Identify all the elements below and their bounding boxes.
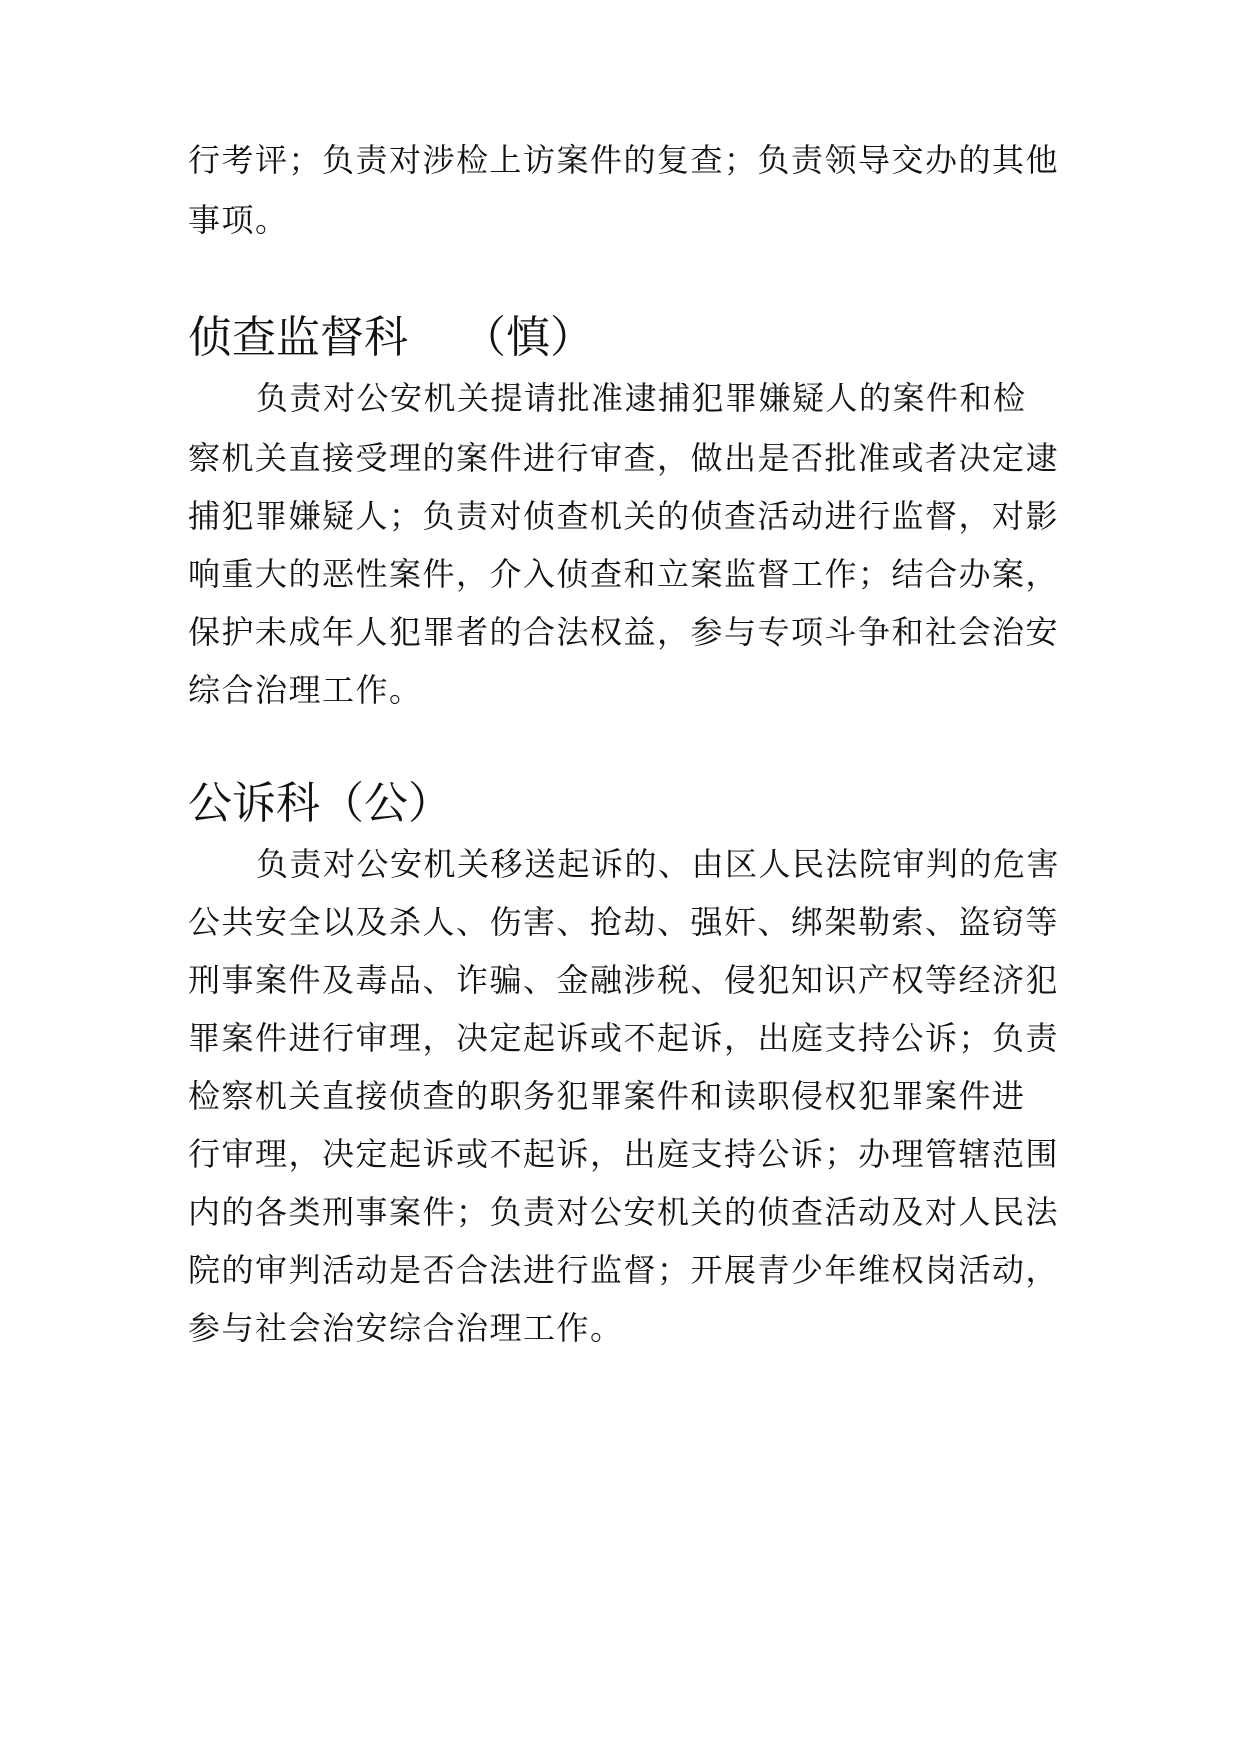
paragraph-line: 院的审判活动是否合法进行监督；开展青少年维权岗活动， <box>188 1251 1060 1289</box>
section-tag: （公） <box>320 778 452 829</box>
section-tag: （慎） <box>462 312 594 363</box>
section-title: 公诉科 <box>188 778 320 829</box>
intro-line-2: 事项。 <box>188 201 289 239</box>
paragraph-line: 综合治理工作。 <box>188 671 423 709</box>
paragraph-line: 刑事案件及毒品、诈骗、金融涉税、侵犯知识产权等经济犯 <box>188 961 1060 999</box>
paragraph-line: 内的各类刑事案件；负责对公安机关的侦查活动及对人民法 <box>188 1193 1060 1231</box>
paragraph-line: 行审理，决定起诉或不起诉，出庭支持公诉；办理管辖范围 <box>188 1135 1060 1173</box>
paragraph-line: 公共安全以及杀人、伤害、抢劫、强奸、绑架勒索、盗窃等 <box>188 903 1060 941</box>
intro-line-1: 行考评；负责对涉检上访案件的复查；负责领导交办的其他 <box>188 141 1060 179</box>
section-title: 侦查监督科 <box>188 312 408 363</box>
paragraph-line: 捕犯罪嫌疑人；负责对侦查机关的侦查活动进行监督，对影 <box>188 497 1060 535</box>
paragraph-line: 罪案件进行审理，决定起诉或不起诉，出庭支持公诉；负责 <box>188 1019 1060 1057</box>
paragraph-line: 响重大的恶性案件，介入侦查和立案监督工作；结合办案， <box>188 555 1060 593</box>
paragraph-line: 负责对公安机关移送起诉的、由区人民法院审判的危害 <box>256 845 1061 883</box>
paragraph-line: 保护未成年人犯罪者的合法权益，参与专项斗争和社会治安 <box>188 613 1060 651</box>
paragraph-line: 参与社会治安综合治理工作。 <box>188 1309 624 1347</box>
paragraph-line: 检察机关直接侦查的职务犯罪案件和读职侵权犯罪案件进 <box>188 1077 1026 1115</box>
paragraph-line: 察机关直接受理的案件进行审查，做出是否批准或者决定逮 <box>188 439 1060 477</box>
section-heading-prosecution <box>188 772 1054 836</box>
section-heading-investigation <box>188 306 1054 370</box>
paragraph-line: 负责对公安机关提请批准逮捕犯罪嫌疑人的案件和检 <box>256 379 1027 417</box>
